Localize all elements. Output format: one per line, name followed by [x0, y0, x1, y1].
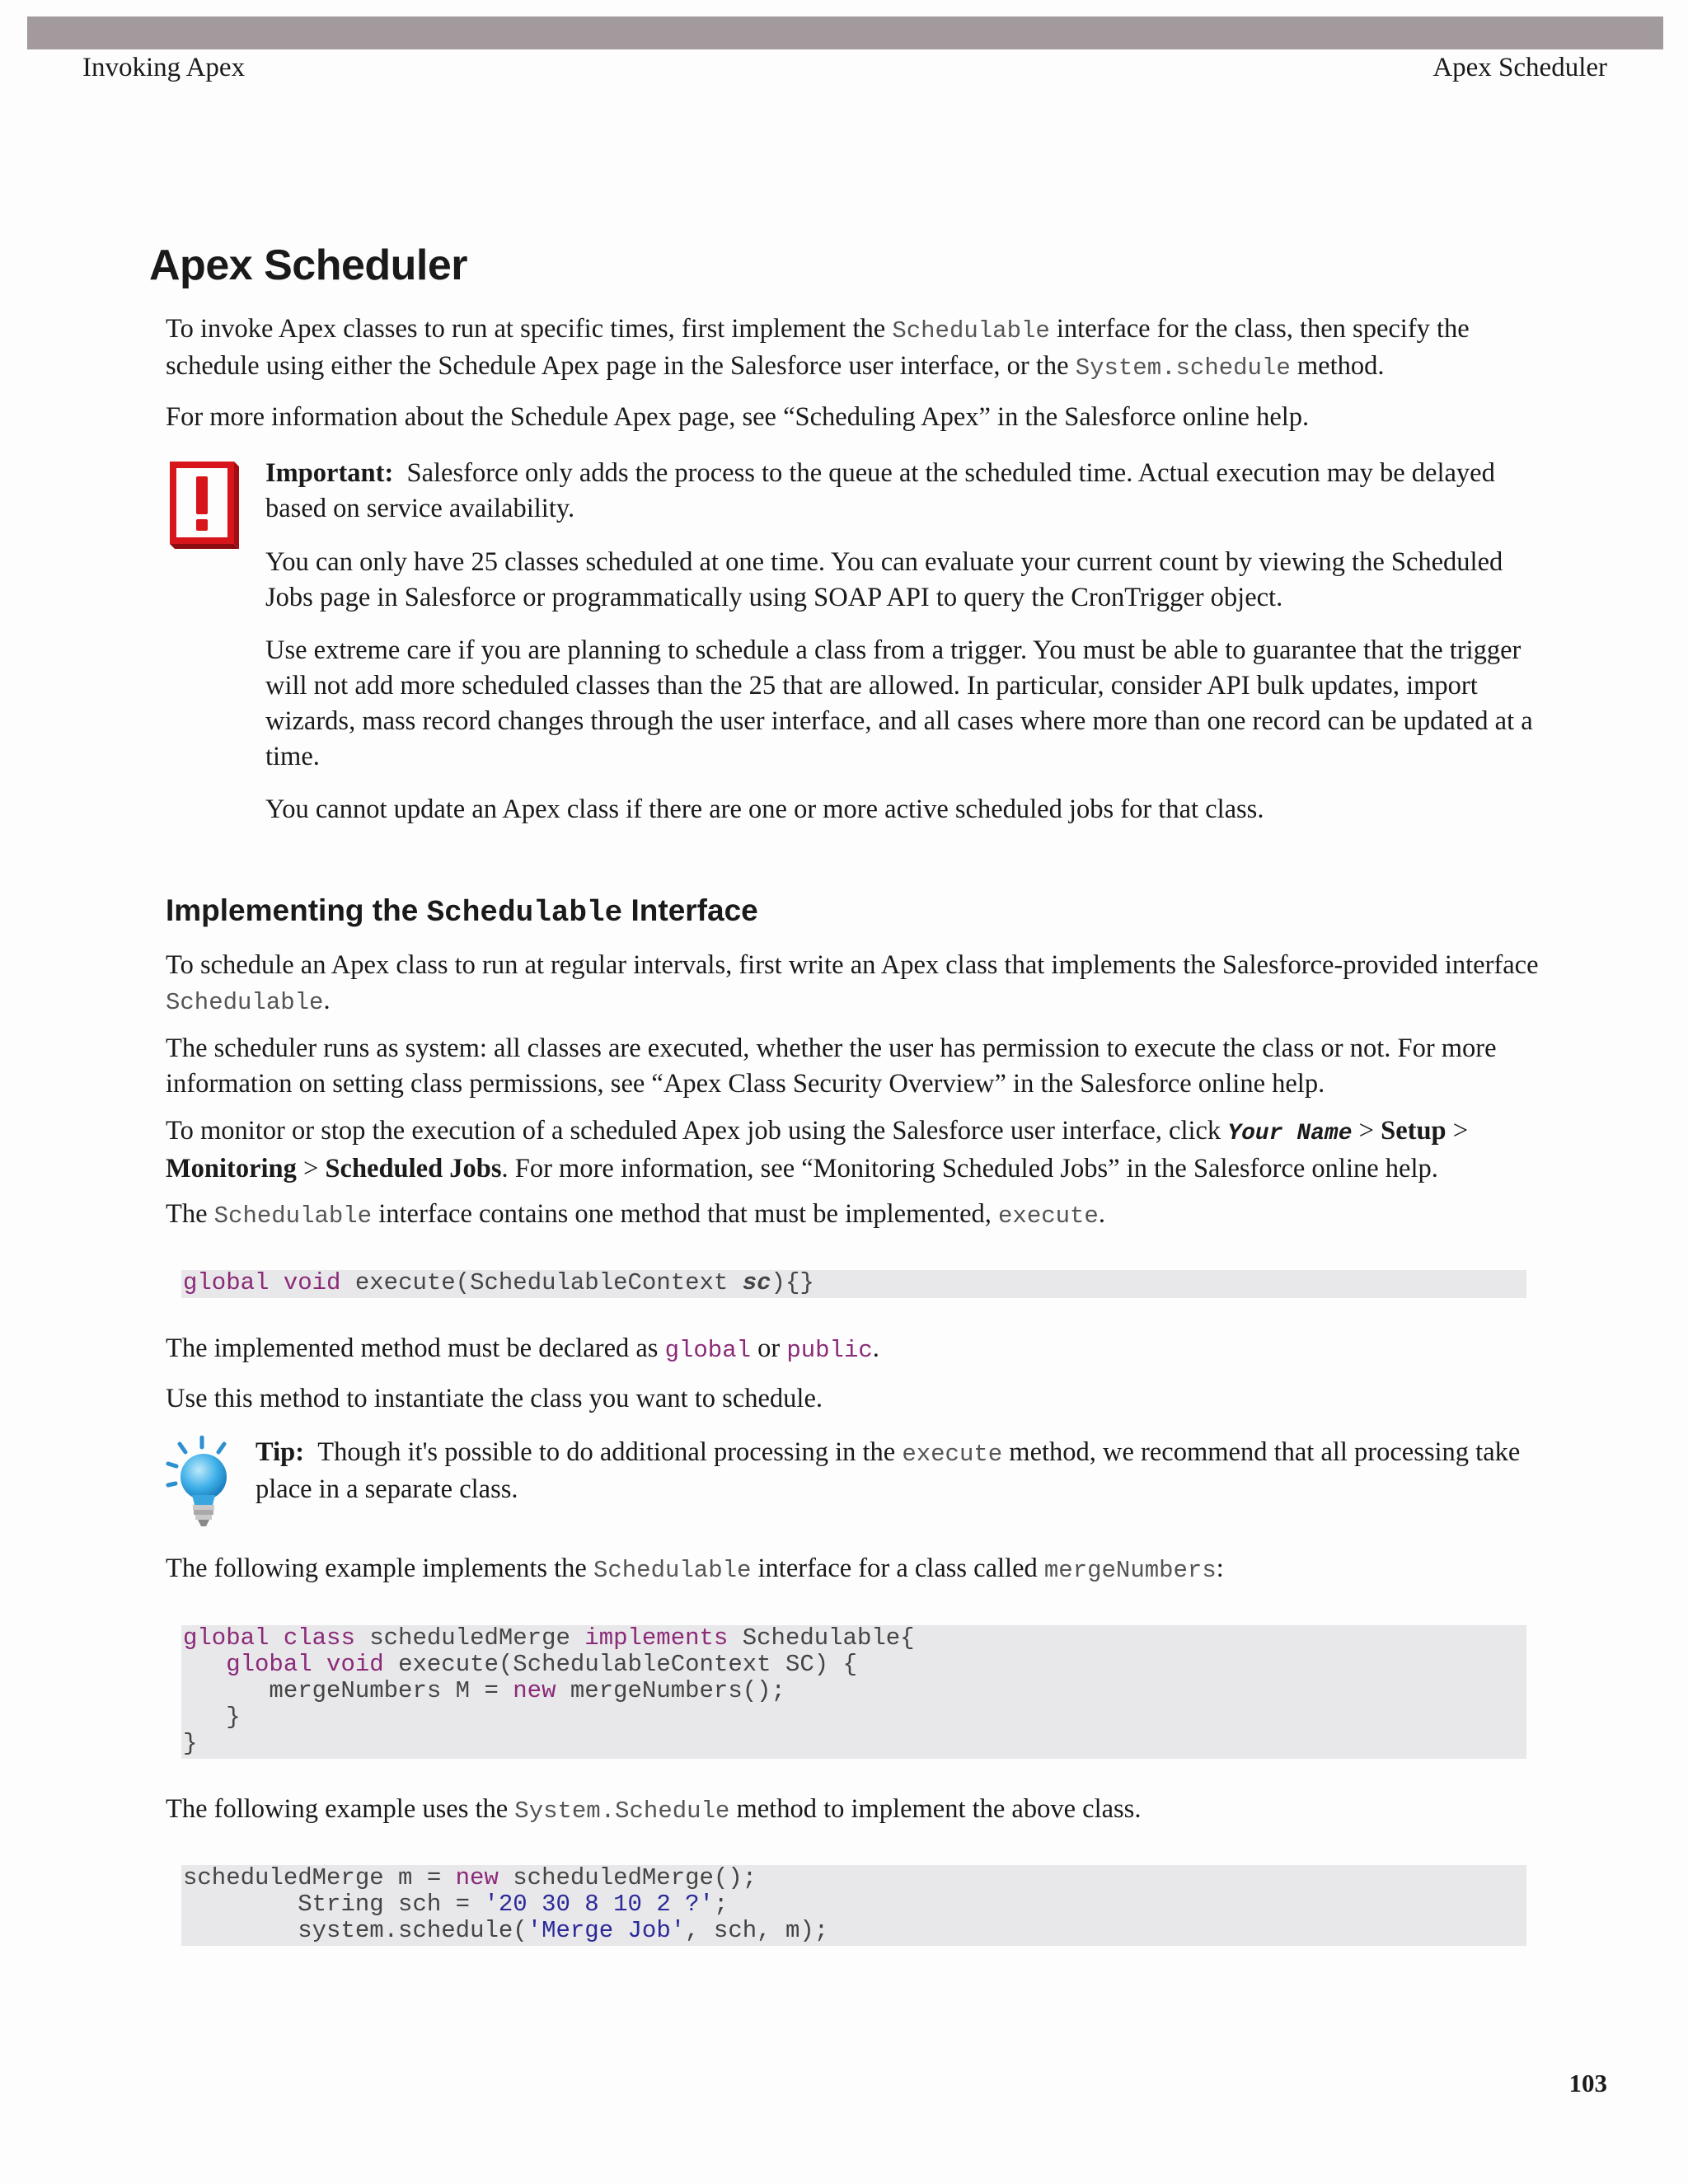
intro-paragraph-1: To invoke Apex classes to run at specific times, first implement the Schedulable interface for the class, then specify the schedule using either the Schedule Apex page in the Salesforce user interface, or the System.schedule method. — [166, 314, 1470, 382]
section-paragraph-5: The implemented method must be declared as global or public. — [166, 1333, 879, 1364]
page-number: 103 — [1568, 2069, 1607, 2097]
code-block-execute-signature: global void execute(SchedulableContext sc){} — [181, 1270, 1526, 1298]
section-paragraph-1: To schedule an Apex class to run at regular intervals, first write an Apex class that implements the Salesforce-provided interface Schedulable. — [166, 950, 1539, 1016]
code-block-scheduled-merge-class: global class scheduledMerge implements Schedulable{ global void execute(SchedulableContext SC) { mergeNumbers M = new mergeNumbers(); } } — [181, 1625, 1526, 1759]
section-paragraph-4: The Schedulable interface contains one method that must be implemented, execute. — [166, 1199, 1105, 1230]
intro-paragraph-2: For more information about the Schedule Apex page, see “Scheduling Apex” in the Salesforce online help. — [166, 402, 1310, 432]
page-title: Apex Scheduler — [149, 241, 468, 289]
section-paragraph-8: The following example uses the System.Schedule method to implement the above class. — [166, 1794, 1142, 1825]
section-paragraph-7: The following example implements the Schedulable interface for a class called mergeNumbers: — [166, 1554, 1224, 1584]
running-header-right: Apex Scheduler — [1432, 53, 1607, 82]
section-paragraph-3: To monitor or stop the execution of a scheduled Apex job using the Salesforce user interface, click Your Name > Setup > Monitoring > Scheduled Jobs. For more information, see “Monitoring Scheduled Jobs” in the Salesforce online help. — [166, 1116, 1469, 1183]
lightbulb-icon — [165, 1436, 239, 1528]
warning-icon — [165, 458, 239, 551]
top-rule-bar — [27, 16, 1663, 49]
section-paragraph-6: Use this method to instantiate the class you want to schedule. — [166, 1384, 823, 1413]
important-paragraph-3: Use extreme care if you are planning to schedule a class from a trigger. You must be able to guarantee that the trigger will not add more scheduled classes than the 25 that are allowed. In particular, consider API bulk updates, import wizards, mass record changes through the user interface, and all cases where more than one record can be updated at a time. — [265, 635, 1533, 771]
tip-paragraph: Tip: Though it's possible to do additional processing in the execute method, we recommend that all processing take place in a separate class. — [256, 1437, 1521, 1504]
running-header-left: Invoking Apex — [82, 53, 246, 82]
important-paragraph-4: You cannot update an Apex class if there are one or more active scheduled jobs for that class. — [265, 794, 1264, 824]
code-block-system-schedule: scheduledMerge m = new scheduledMerge(); String sch = '20 30 8 10 2 ?'; system.schedule('Merge Job', sch, m); — [181, 1865, 1526, 1946]
important-paragraph-2: You can only have 25 classes scheduled at one time. You can evaluate your current count by viewing the Scheduled Jobs page in Salesforce or programmatically using SOAP API to query the CronTrigger object. — [265, 547, 1503, 612]
section-paragraph-2: The scheduler runs as system: all classes are executed, whether the user has permission to execute the class or not. For more information on setting class permissions, see “Apex Class Security Overview” in the Salesforce online help. — [166, 1033, 1497, 1099]
important-paragraph-1: Important: Salesforce only adds the process to the queue at the scheduled time. Actual execution may be delayed based on service availability. — [265, 458, 1495, 523]
section-heading: Implementing the Schedulable Interface — [166, 893, 758, 930]
